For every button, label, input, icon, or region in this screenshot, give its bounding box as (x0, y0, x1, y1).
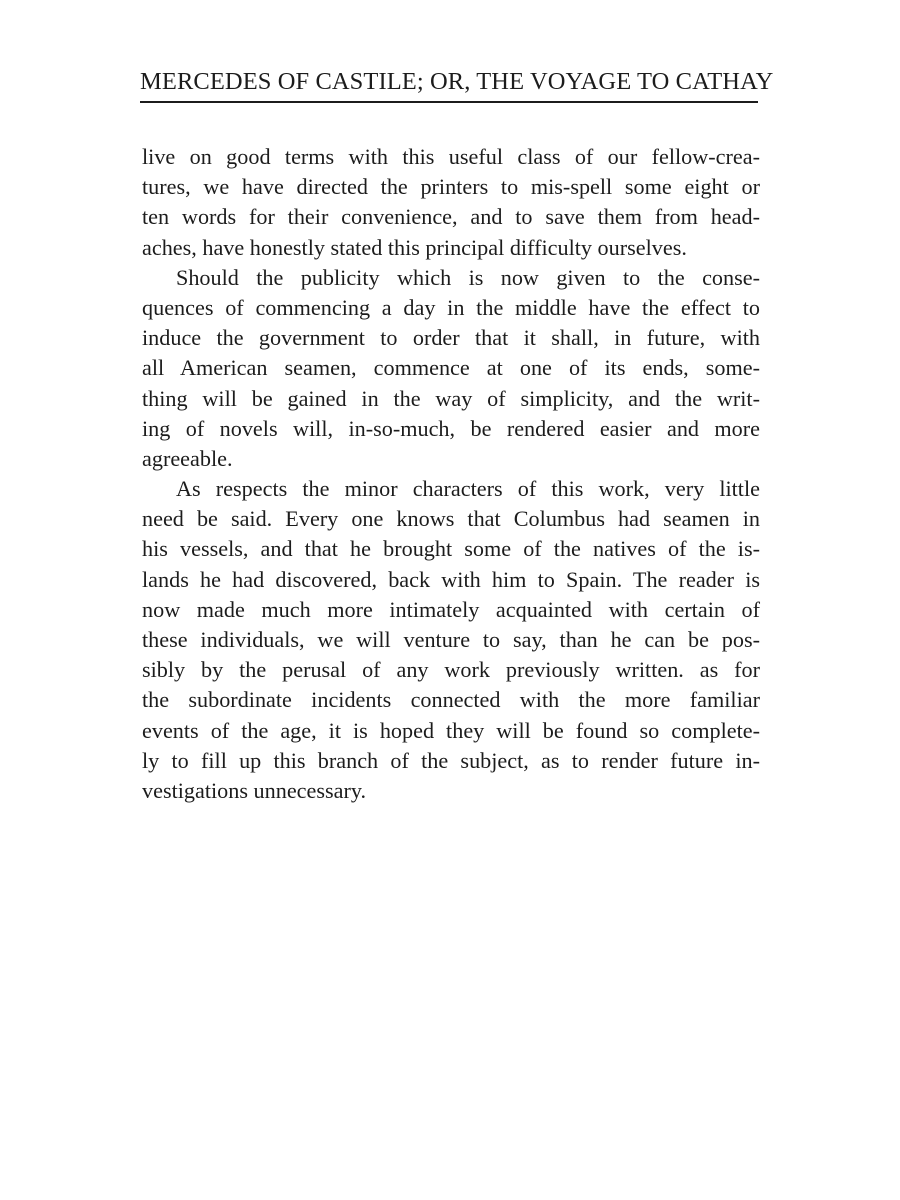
text-line: now made much more intimately acquainted with certain of (142, 596, 760, 622)
text-line: these individuals, we will venture to say, than he can be pos- (142, 627, 760, 652)
header-rule (140, 101, 758, 103)
text-line: ly to fill up this branch of the subject, as to render future in- (142, 747, 760, 773)
text-line: the subordinate incidents connected with the more familiar (142, 687, 760, 713)
text-line: sibly by the perusal of any work previously written. as for (142, 657, 760, 683)
text-line: agreeable. (142, 445, 233, 471)
body-text (142, 142, 760, 806)
paragraph (142, 263, 760, 474)
text-line: live on good terms with this useful class of our fellow-crea- (142, 144, 760, 169)
paragraph (142, 474, 760, 806)
text-line: his vessels, and that he brought some of the natives of the is- (142, 536, 760, 562)
text-line: tures, we have directed the printers to mis-spell some eight or (142, 174, 760, 200)
text-line: all American seamen, commence at one of its ends, some- (142, 355, 760, 381)
paragraph (142, 142, 760, 263)
text-line: ing of novels will, in-so-much, be rendered easier and more (142, 415, 760, 441)
text-line: quences of commencing a day in the middle have the effect to (142, 294, 760, 320)
text-line: events of the age, it is hoped they will be found so complete- (142, 717, 760, 743)
text-line: thing will be gained in the way of simplicity, and the writ- (142, 385, 760, 411)
running-head-title: MERCEDES OF CASTILE; OR, THE VOYAGE TO CATHAY (140, 68, 774, 95)
text-line: vestigations unnecessary. (142, 777, 367, 803)
text-line: ten words for their convenience, and to save them from head- (142, 204, 760, 230)
text-line: need be said. Every one knows that Columbus had seamen in (142, 506, 760, 532)
text-line: lands he had discovered, back with him to Spain. The reader is (142, 566, 760, 592)
text-line: As respects the minor characters of this work, very little (176, 476, 760, 502)
text-line: induce the government to order that it shall, in future, with (142, 325, 760, 351)
text-line: Should the publicity which is now given to the conse- (176, 264, 760, 290)
text-line: aches, have honestly stated this principal difficulty ourselves. (142, 234, 687, 260)
